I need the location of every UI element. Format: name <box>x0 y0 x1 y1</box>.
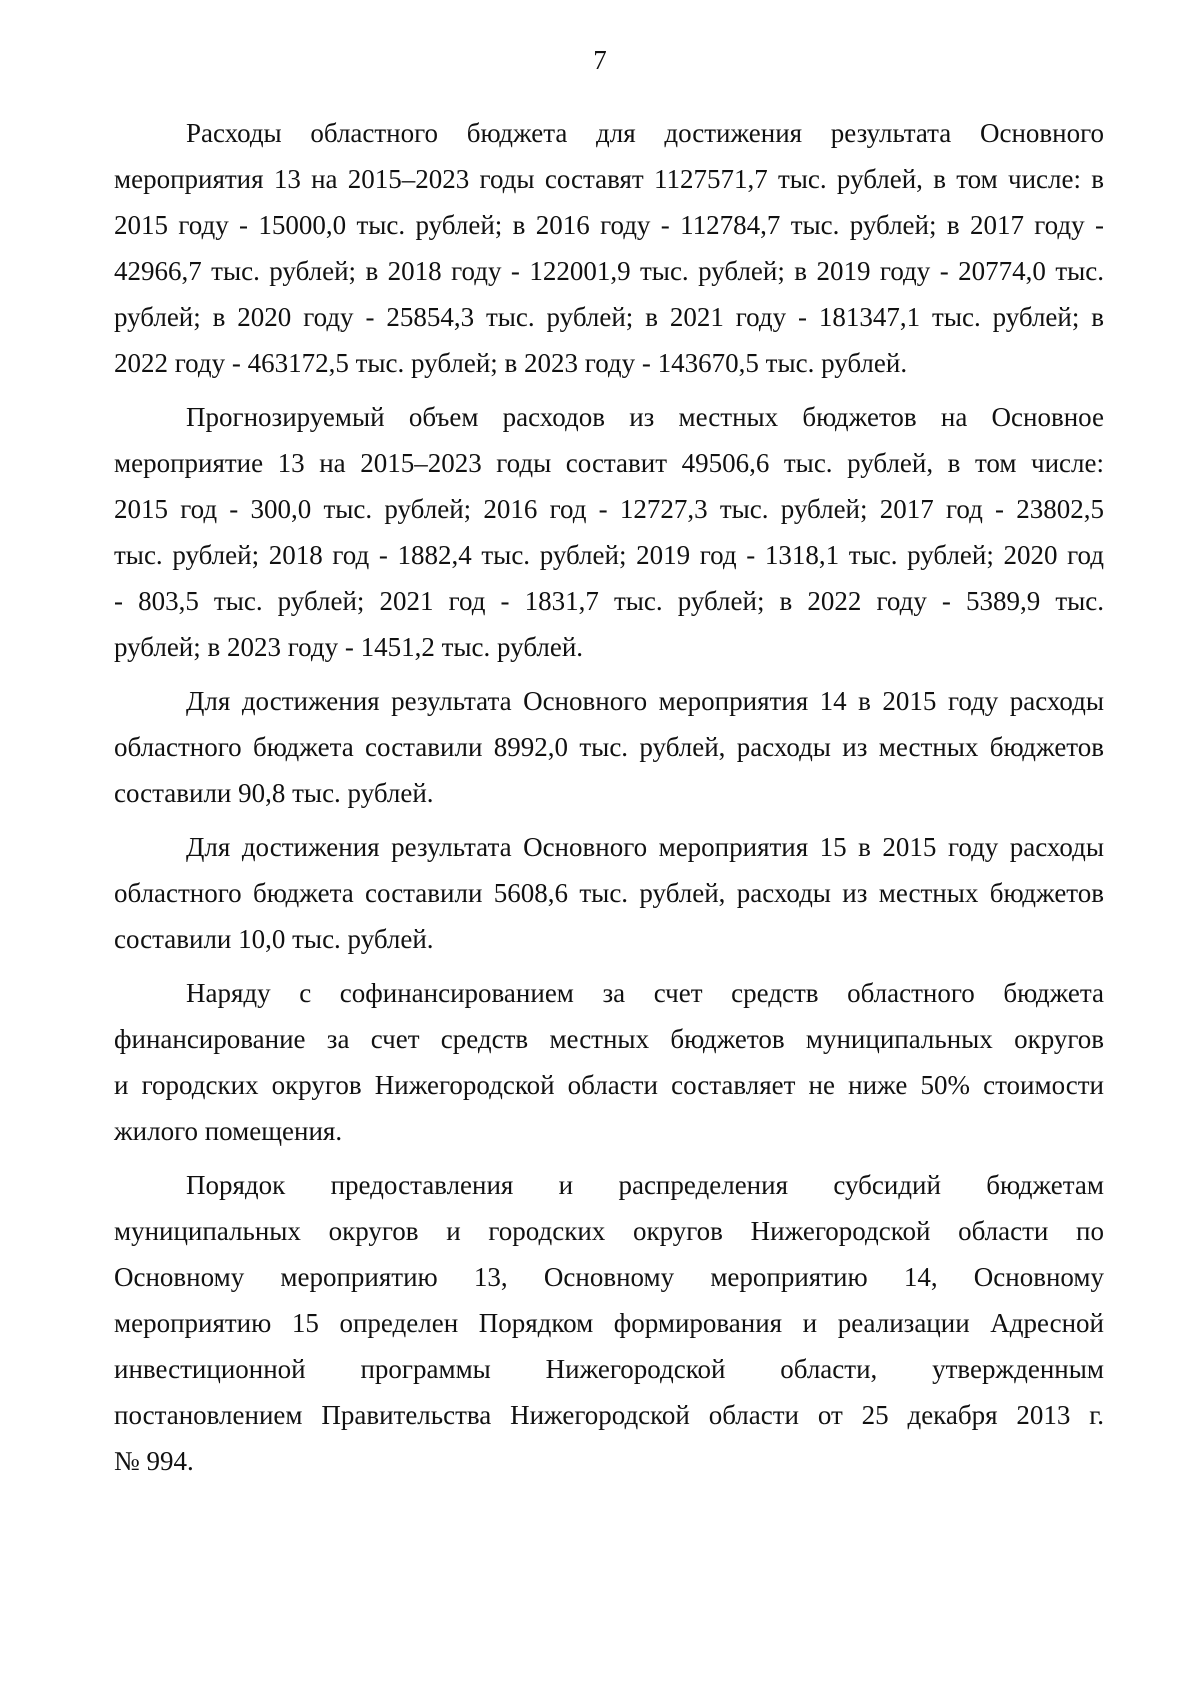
paragraph-line: Наряду с софинансированием за счет средств областного бюджета <box>186 978 1104 1008</box>
paragraph-local-budget-measure-13 <box>114 394 1104 670</box>
paragraph-line: областного бюджета составили 5608,6 тыс. рублей, расходы из местных бюджетов <box>114 878 1104 908</box>
paragraph-line: № 994. <box>114 1446 194 1476</box>
paragraph-line: составили 90,8 тыс. рублей. <box>114 778 434 808</box>
page-number: 7 <box>593 45 607 75</box>
paragraph-line: мероприятие 13 на 2015–2023 годы составит 49506,6 тыс. рублей, в том числе: <box>114 448 1104 478</box>
paragraph-line: 2015 год - 300,0 тыс. рублей; 2016 год - 12727,3 тыс. рублей; 2017 год - 23802,5 <box>114 494 1104 524</box>
paragraph-cofinancing <box>114 970 1104 1154</box>
paragraph-line: Для достижения результата Основного мероприятия 14 в 2015 году расходы <box>186 686 1104 716</box>
paragraph-line: - 803,5 тыс. рублей; 2021 год - 1831,7 тыс. рублей; в 2022 году - 5389,9 тыс. <box>114 586 1104 616</box>
paragraph-line: 42966,7 тыс. рублей; в 2018 году - 122001,9 тыс. рублей; в 2019 году - 20774,0 тыс. <box>114 256 1104 286</box>
paragraph-line: 2022 году - 463172,5 тыс. рублей; в 2023 году - 143670,5 тыс. рублей. <box>114 348 908 378</box>
paragraph-line: составили 10,0 тыс. рублей. <box>114 924 434 954</box>
paragraph-line: Расходы областного бюджета для достижения результата Основного <box>186 118 1104 148</box>
paragraph-subsidy-procedure <box>114 1162 1104 1484</box>
paragraph-line: рублей; в 2020 году - 25854,3 тыс. рублей; в 2021 году - 181347,1 тыс. рублей; в <box>114 302 1104 332</box>
document-body <box>114 110 1104 1492</box>
paragraph-line: финансирование за счет средств местных бюджетов муниципальных округов <box>114 1024 1104 1054</box>
paragraph-measure-14 <box>114 678 1104 816</box>
paragraph-line: Для достижения результата Основного мероприятия 15 в 2015 году расходы <box>186 832 1104 862</box>
paragraph-line: муниципальных округов и городских округов Нижегородской области по <box>114 1216 1104 1246</box>
paragraph-line: рублей; в 2023 году - 1451,2 тыс. рублей. <box>114 632 584 662</box>
paragraph-line: жилого помещения. <box>114 1116 343 1146</box>
paragraph-line: тыс. рублей; 2018 год - 1882,4 тыс. рублей; 2019 год - 1318,1 тыс. рублей; 2020 год <box>114 540 1104 570</box>
paragraph-measure-15 <box>114 824 1104 962</box>
paragraph-line: 2015 году - 15000,0 тыс. рублей; в 2016 году - 112784,7 тыс. рублей; в 2017 году - <box>114 210 1104 240</box>
paragraph-line: Основному мероприятию 13, Основному мероприятию 14, Основному <box>114 1262 1104 1292</box>
paragraph-line: постановлением Правительства Нижегородской области от 25 декабря 2013 г. <box>114 1400 1104 1430</box>
paragraph-line: областного бюджета составили 8992,0 тыс. рублей, расходы из местных бюджетов <box>114 732 1104 762</box>
paragraph-line: инвестиционной программы Нижегородской области, утвержденным <box>114 1354 1104 1384</box>
paragraph-line: мероприятию 15 определен Порядком формирования и реализации Адресной <box>114 1308 1104 1338</box>
paragraph-line: мероприятия 13 на 2015–2023 годы составят 1127571,7 тыс. рублей, в том числе: в <box>114 164 1104 194</box>
paragraph-line: Порядок предоставления и распределения субсидий бюджетам <box>186 1170 1104 1200</box>
paragraph-line: Прогнозируемый объем расходов из местных бюджетов на Основное <box>186 402 1104 432</box>
paragraph-line: и городских округов Нижегородской области составляет не ниже 50% стоимости <box>114 1070 1104 1100</box>
paragraph-regional-budget-measure-13 <box>114 110 1104 386</box>
